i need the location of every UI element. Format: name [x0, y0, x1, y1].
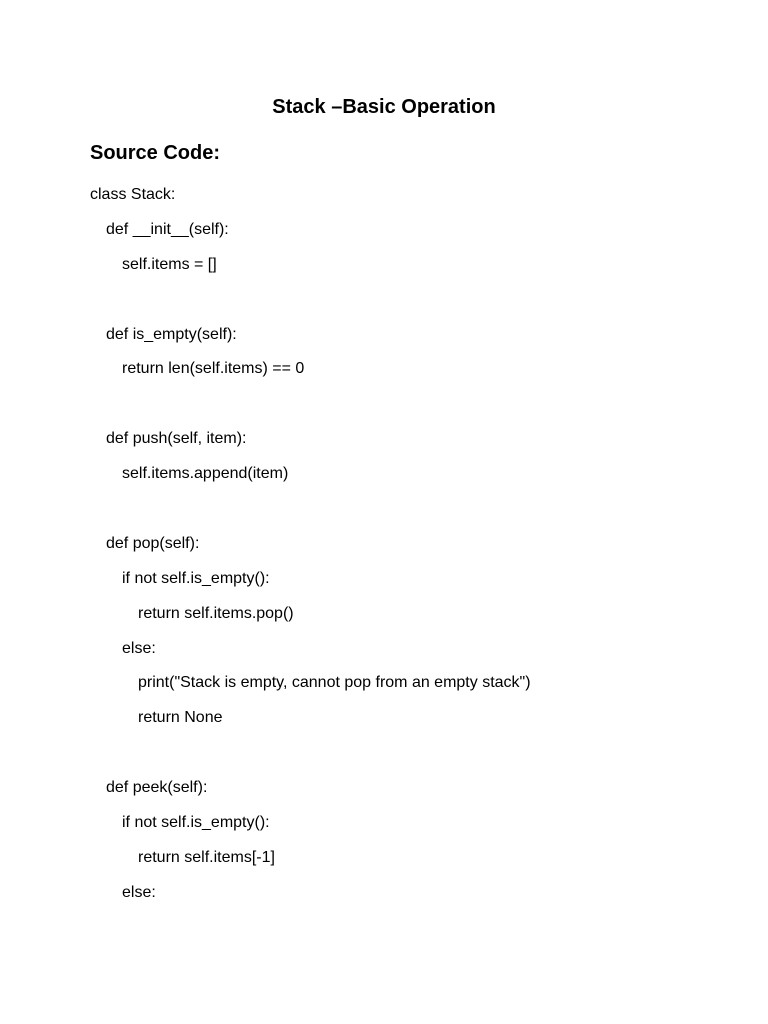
- code-line: def pop(self):: [106, 534, 200, 552]
- source-code-block: [90, 184, 730, 917]
- section-heading: Source Code:: [90, 142, 221, 164]
- page-title: Stack –Basic Operation: [272, 96, 496, 118]
- code-line: return self.items[-1]: [138, 848, 275, 866]
- code-line: [90, 498, 730, 533]
- code-line: self.items.append(item): [122, 465, 289, 483]
- code-line: class Stack:: [90, 186, 176, 203]
- code-line: return len(self.items) == 0: [122, 360, 305, 378]
- code-line: print("Stack is empty, cannot pop from an empty stack"): [138, 674, 531, 692]
- code-line: else:: [122, 639, 156, 657]
- code-line: return None: [138, 709, 223, 727]
- code-line: def peek(self):: [106, 779, 208, 797]
- code-line: def __init__(self):: [106, 220, 229, 238]
- code-line: def is_empty(self):: [106, 325, 237, 343]
- code-line: [90, 289, 730, 324]
- code-line: def push(self, item):: [106, 430, 247, 448]
- code-line: self.items = []: [122, 255, 217, 273]
- code-line: [90, 742, 730, 777]
- code-line: return self.items.pop(): [138, 604, 294, 622]
- code-line: [90, 393, 730, 428]
- code-line: if not self.is_empty():: [122, 814, 270, 832]
- code-line: else:: [122, 883, 156, 901]
- code-line: if not self.is_empty():: [122, 569, 270, 587]
